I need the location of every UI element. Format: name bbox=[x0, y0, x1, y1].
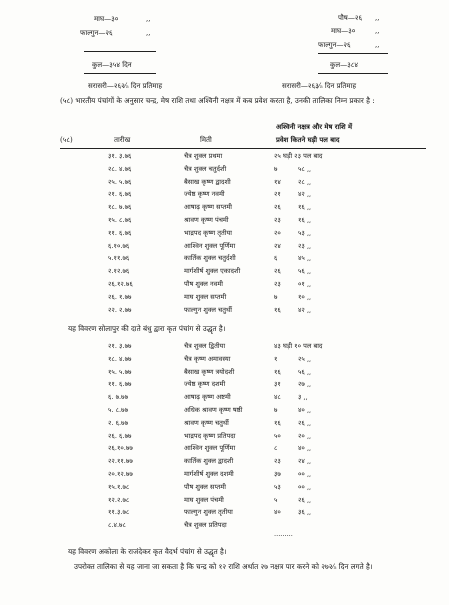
table-row bbox=[0, 509, 449, 518]
date-cell: ६.१०.७६ bbox=[108, 241, 130, 250]
pal-cell: ४० ,, bbox=[298, 406, 312, 414]
ghati-cell: ६ bbox=[274, 254, 278, 263]
entry-header-line-1: अश्विनी नक्षत्र और मेष राशि में bbox=[276, 123, 353, 131]
right-total-rule-bottom bbox=[318, 73, 388, 74]
note-a: यह विवरण सोलापुर की दाते बंधु द्वारा कृत पंचांग से उद्धृत है। bbox=[68, 324, 226, 333]
tithi-cell: आषाढ़ कृष्ण अष्टमी bbox=[184, 393, 231, 402]
date-cell: ५. ८.७७ bbox=[108, 406, 129, 414]
date-cell: २१. ६.७६ bbox=[108, 190, 132, 199]
pal-cell: १६ ,, bbox=[298, 216, 312, 224]
ghati-cell: ४० bbox=[274, 508, 281, 517]
pal-cell: ५३ ,, bbox=[298, 228, 312, 237]
table-row bbox=[0, 522, 449, 531]
date-cell: २६.१२.७६ bbox=[108, 280, 133, 288]
date-cell: ६. ७.७७ bbox=[108, 393, 129, 402]
ghati-cell: ५३ bbox=[274, 482, 281, 491]
pal-cell: ५८ ,, bbox=[298, 164, 312, 173]
left-average: सरासरी—२६२⁄₅ दिन प्रतिमाह bbox=[88, 82, 163, 90]
tithi-cell: कार्तिक शुक्ल चतुर्दशी bbox=[184, 254, 236, 263]
pal-cell: ४५ ,, bbox=[298, 254, 312, 263]
ghati-cell: ३७ bbox=[274, 470, 281, 478]
ghati-cell: ४३ घड़ी १० पल बाद bbox=[274, 342, 323, 350]
left-month-1-suffix: ,, bbox=[146, 15, 151, 23]
date-cell: २८. ४.७६ bbox=[108, 164, 132, 173]
pal-cell: १६ ,, bbox=[298, 203, 312, 212]
table-row bbox=[0, 445, 449, 454]
date-cell: २५. ५.७६ bbox=[108, 177, 132, 186]
table-row bbox=[0, 458, 449, 467]
tithi-header: मिती bbox=[200, 136, 212, 144]
table-row bbox=[0, 268, 449, 277]
right-month-1-suffix: ,, bbox=[375, 14, 380, 22]
tithi-cell: बैसाख कृष्ण द्वादशी bbox=[184, 177, 231, 186]
ghati-cell: १ bbox=[274, 354, 278, 363]
pal-cell: २० ,, bbox=[298, 431, 312, 440]
table-row bbox=[0, 191, 449, 200]
pal-cell: ५६ ,, bbox=[298, 367, 312, 376]
pal-cell: २६ ,, bbox=[298, 495, 312, 504]
date-cell: ११. ६.७७ bbox=[108, 380, 132, 389]
table-row bbox=[0, 243, 449, 252]
tithi-cell: माघ शुक्ल सप्तमी bbox=[184, 292, 227, 301]
pal-cell: ०० ,, bbox=[298, 470, 312, 478]
date-cell: ५.११.७६ bbox=[108, 254, 130, 263]
tithi-cell: चैत्र शुक्ल प्रतिपदा bbox=[184, 521, 227, 530]
ghati-cell: २१ bbox=[274, 190, 281, 199]
table-row bbox=[0, 217, 449, 226]
date-cell: १५.१.७८ bbox=[108, 482, 130, 491]
tithi-cell: चैत्र कृष्ण अमावस्या bbox=[184, 354, 231, 363]
pal-cell: २८ ,, bbox=[298, 177, 312, 186]
date-cell: ८.४.७८ bbox=[108, 521, 126, 530]
pal-cell: ५६ ,, bbox=[298, 267, 312, 276]
table-row bbox=[0, 407, 449, 416]
tithi-cell: मार्गशीर्ष शुक्ल दशमी bbox=[184, 470, 234, 478]
section-number: (५८) bbox=[60, 136, 73, 144]
left-total-rule-top bbox=[84, 51, 156, 52]
table-row bbox=[0, 497, 449, 506]
tithi-cell: श्रावण कृष्ण चतुर्थी bbox=[184, 418, 229, 427]
date-cell: १८. ४.७७ bbox=[108, 354, 132, 363]
tithi-cell: आश्विन शुक्ल पूर्णिमा bbox=[184, 241, 236, 250]
pal-cell: २३ ,, bbox=[298, 241, 312, 250]
table-row bbox=[0, 307, 449, 316]
pal-cell: ३ ,, bbox=[298, 393, 308, 402]
tithi-cell: कार्तिक शुक्ल द्वादशी bbox=[184, 457, 234, 466]
pal-cell: ४२ ,, bbox=[298, 305, 312, 314]
closing-paragraph: उपरोक्त तालिका से यह जाना जा सकता है कि चन्द्र को १२ राशि अर्थात २७ नक्षत्र पार करने को २७२⁄₅ दिन लगते है। bbox=[74, 562, 373, 571]
table-row bbox=[0, 356, 449, 365]
table-row bbox=[0, 369, 449, 378]
tithi-cell: बैसाख कृष्ण त्रयोदशी bbox=[184, 367, 235, 376]
ghati-cell: १४ bbox=[274, 177, 281, 186]
ghati-cell: ८ bbox=[274, 444, 278, 453]
ghati-cell: १६ bbox=[274, 305, 281, 314]
right-total-rule-top bbox=[318, 53, 388, 54]
table-row bbox=[0, 433, 449, 442]
tithi-cell: भाद्रपद कृष्ण प्रतिपदा bbox=[184, 431, 236, 440]
table-row bbox=[0, 166, 449, 175]
table-row bbox=[0, 484, 449, 493]
table-row bbox=[0, 394, 449, 403]
table-row bbox=[0, 381, 449, 390]
ghati-cell: २० bbox=[274, 228, 281, 237]
left-total: कुल—३५४ दिन bbox=[92, 61, 132, 69]
ghati-cell: ७ bbox=[274, 164, 278, 173]
ghati-cell: २३ bbox=[274, 457, 281, 466]
ghati-cell: २५ घड़ी २३ पल बाद bbox=[274, 152, 323, 160]
tithi-cell: ज्येष्ठ कृष्ण नवमी bbox=[184, 190, 225, 199]
date-cell: २०.१२.७७ bbox=[108, 470, 133, 478]
tithi-cell: अधिक श्रावण कृष्ण षष्ठी bbox=[184, 406, 243, 414]
table-row bbox=[0, 281, 449, 290]
date-cell: २२. २.७७ bbox=[108, 305, 132, 314]
ghati-cell: १६ bbox=[274, 418, 281, 427]
blank-dashes: ......... bbox=[274, 530, 293, 538]
tithi-cell: चैत्र शुक्ल प्रथमा bbox=[184, 152, 223, 160]
date-header: तारीख bbox=[114, 136, 131, 144]
date-cell: १२.२.७८ bbox=[108, 495, 130, 504]
date-cell: १८. ७.७६ bbox=[108, 203, 132, 212]
tithi-cell: चैत्र शुक्ल द्वितीया bbox=[184, 342, 226, 350]
tithi-cell: चैत्र शुक्ल चतुर्दशी bbox=[184, 164, 227, 173]
table-row bbox=[0, 343, 449, 352]
tithi-cell: मार्गशीर्ष शुक्ल एकादशी bbox=[184, 267, 241, 276]
ghati-cell: १६ bbox=[274, 367, 281, 376]
date-cell: २१. ३.७७ bbox=[108, 342, 132, 350]
table-row bbox=[0, 294, 449, 303]
date-cell: १५. ८.७६ bbox=[108, 216, 132, 224]
table-row bbox=[0, 420, 449, 429]
right-month-3: फाल्गुन—२६ bbox=[318, 41, 351, 49]
tithi-cell: भाद्रपद कृष्ण तृतीया bbox=[184, 228, 232, 237]
date-cell: ३१. ३.७६ bbox=[108, 152, 132, 160]
header-rule bbox=[60, 148, 426, 149]
left-month-2: फाल्गुन—२६ bbox=[80, 29, 113, 37]
tithi-cell: श्रावण कृष्ण पंचमी bbox=[184, 216, 229, 224]
ghati-cell: ५ bbox=[274, 495, 278, 504]
left-month-1: माघ—३० bbox=[94, 15, 119, 23]
date-cell: ११. ६.७६ bbox=[108, 228, 132, 237]
pal-cell: २४ ,, bbox=[298, 457, 312, 466]
date-cell: २६. ६.७७ bbox=[108, 431, 132, 440]
tithi-cell: फाल्गुन शुक्ल तृतीया bbox=[184, 508, 233, 517]
tithi-cell: आश्विन शुक्ल पूर्णिमा bbox=[184, 444, 236, 453]
ghati-cell: २६ bbox=[274, 267, 281, 276]
ghati-cell: २४ bbox=[274, 241, 281, 250]
table-row bbox=[0, 179, 449, 188]
date-cell: १५. ५.७७ bbox=[108, 367, 132, 376]
ghati-cell: २३ bbox=[274, 280, 281, 288]
entry-header-line-2: प्रवेश कितने घड़ी पल बाद bbox=[276, 136, 340, 144]
table-row bbox=[0, 230, 449, 239]
date-cell: २६. १.७७ bbox=[108, 292, 132, 301]
pal-cell: ३६ ,, bbox=[298, 508, 312, 517]
ghati-cell: ३१ bbox=[274, 380, 281, 389]
left-month-2-suffix: ,, bbox=[146, 29, 151, 37]
date-cell: २२.११.७७ bbox=[108, 457, 133, 466]
tithi-cell: पौष शुक्ल सप्तमी bbox=[184, 482, 226, 491]
right-month-2-suffix: ,, bbox=[375, 27, 380, 35]
ghati-cell: ७ bbox=[274, 406, 278, 414]
ghati-cell: ७ bbox=[274, 292, 278, 301]
tithi-cell: माघ शुक्ल पंचमी bbox=[184, 495, 224, 504]
table-row bbox=[0, 471, 449, 480]
pal-cell: २६ ,, bbox=[298, 418, 312, 427]
pal-cell: १० ,, bbox=[298, 292, 312, 301]
ghati-cell: ५० bbox=[274, 431, 281, 440]
tithi-cell: फाल्गुन शुक्ल चतुर्थी bbox=[184, 305, 232, 314]
right-total: कुल—३८४ bbox=[330, 61, 359, 69]
tithi-cell: पौष शुक्ल नवमी bbox=[184, 280, 223, 288]
pal-cell: २५ ,, bbox=[298, 354, 312, 363]
note-b: यह विवरण अकोला के राजंदेकर कृत वैदर्भ पंचांग से उद्धृत है। bbox=[68, 547, 227, 556]
table-row bbox=[0, 255, 449, 264]
table-row bbox=[0, 204, 449, 213]
left-total-rule-bottom bbox=[84, 73, 156, 74]
pal-cell: ४२ ,, bbox=[298, 190, 312, 199]
date-cell: २. ६.७७ bbox=[108, 418, 129, 427]
ghati-cell: २६ bbox=[274, 203, 281, 212]
tithi-cell: आषाढ़ कृष्ण सप्तमी bbox=[184, 203, 233, 212]
pal-cell: २७ ,, bbox=[298, 380, 312, 389]
ghati-cell: ४८ bbox=[274, 393, 281, 402]
pal-cell: ४० ,, bbox=[298, 444, 312, 453]
right-month-2: माघ—३० bbox=[331, 27, 356, 35]
right-month-1: पौष—२६ bbox=[338, 14, 363, 22]
tithi-cell: ज्येष्ठ कृष्ण दशमी bbox=[184, 380, 226, 389]
intro-paragraph: (५८) भारतीय पंचांगों के अनुसार चन्द्र, मेष राशि तथा अश्विनी नक्षत्र में कब प्रवेश करता है, उनकी तालिका निम्न प्रकार है : bbox=[60, 96, 375, 105]
ghati-cell: २३ bbox=[274, 216, 281, 224]
date-cell: २.१२.७६ bbox=[108, 267, 130, 276]
table-row bbox=[0, 153, 449, 162]
pal-cell: ०० ,, bbox=[298, 482, 312, 491]
date-cell: २६.१०.७७ bbox=[108, 444, 133, 453]
pal-cell: ०१ ,, bbox=[298, 280, 312, 288]
right-month-3-suffix: ,, bbox=[375, 41, 380, 49]
right-average: सरासरी—२६३⁄₅ दिन प्रतिमाह bbox=[282, 82, 357, 90]
date-cell: ११.३.७८ bbox=[108, 508, 130, 517]
